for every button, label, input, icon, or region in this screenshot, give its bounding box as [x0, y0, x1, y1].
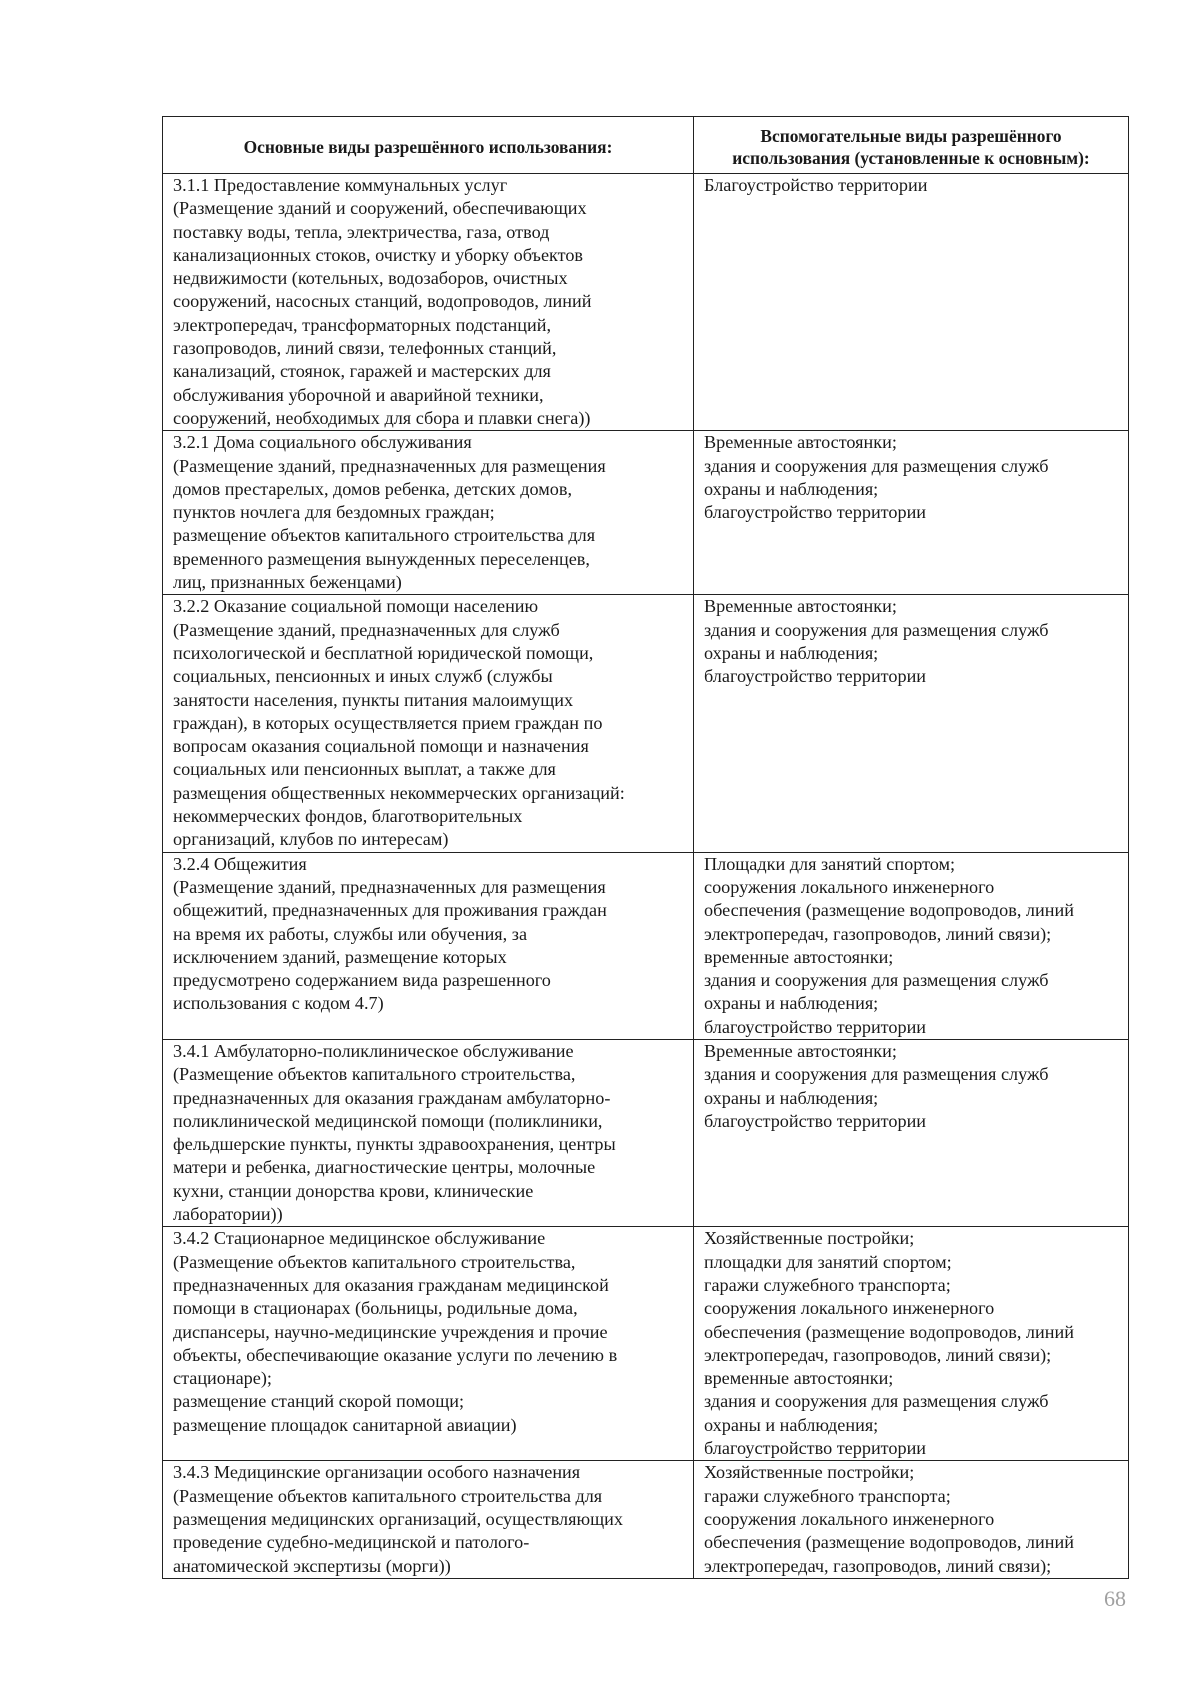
table-row	[163, 1227, 1129, 1461]
auxiliary-use-cell: Хозяйственные постройки; площадки для занятий спортом; гаражи служебного транспорта; сооружения локального инженерного обеспечения (размещение водопроводов, линий электропередач, газопроводов, линий связи); временные автостоянки; здания и сооружения для размещения служб охраны и наблюдения; благоустройство территории	[694, 1227, 1129, 1461]
table-row	[163, 174, 1129, 431]
main-use-cell: 3.4.3 Медицинские организации особого назначения (Размещение объектов капитального строительства для размещения медицинских организаций, осуществляющих проведение судебно-медицинской и патолого- анатомической экспертизы (морги))	[163, 1461, 694, 1578]
auxiliary-use-cell: Площадки для занятий спортом; сооружения локального инженерного обеспечения (размещение водопроводов, линий электропередач, газопроводов, линий связи); временные автостоянки; здания и сооружения для размещения служб охраны и наблюдения; благоустройство территории	[694, 852, 1129, 1039]
table-header-row	[163, 117, 1129, 174]
main-use-cell: 3.2.4 Общежития (Размещение зданий, предназначенных для размещения общежитий, предназначенных для проживания граждан на время их работы, службы или обучения, за исключением зданий, размещение которых предусмотрено содержанием вида разрешенного использования с кодом 4.7)	[163, 852, 694, 1039]
table-row	[163, 431, 1129, 595]
page-number: 68	[1104, 1586, 1126, 1611]
header-auxiliary-uses: Вспомогательные виды разрешённого использования (установленные к основным):	[694, 117, 1129, 174]
main-use-cell: 3.4.2 Стационарное медицинское обслуживание (Размещение объектов капитального строительства, предназначенных для оказания гражданам медицинской помощи в стационарах (больницы, родильные дома, диспансеры, научно-медицинские учреждения и прочие объекты, обеспечивающие оказание услуги по лечению в стационаре); размещение станций скорой помощи; размещение площадок санитарной авиации)	[163, 1227, 694, 1461]
main-use-cell: 3.2.2 Оказание социальной помощи населению (Размещение зданий, предназначенных для служб психологической и бесплатной юридической помощи, социальных, пенсионных и иных служб (службы занятости населения, пункты питания малоимущих граждан), в которых осуществляется прием граждан по вопросам оказания социальной помощи и назначения социальных или пенсионных выплат, а также для размещения общественных некоммерческих организаций: некоммерческих фондов, благотворительных организаций, клубов по интересам)	[163, 595, 694, 852]
table-row	[163, 1461, 1129, 1578]
land-use-table	[162, 116, 1129, 1579]
auxiliary-use-cell: Временные автостоянки; здания и сооружения для размещения служб охраны и наблюдения; благоустройство территории	[694, 1039, 1129, 1226]
main-use-cell: 3.4.1 Амбулаторно-поликлиническое обслуживание (Размещение объектов капитального строительства, предназначенных для оказания гражданам амбулаторно- поликлинической медицинской помощи (поликлиники, фельдшерские пункты, пункты здравоохранения, центры матери и ребенка, диагностические центры, молочные кухни, станции донорства крови, клинические лаборатории))	[163, 1039, 694, 1226]
auxiliary-use-cell: Хозяйственные постройки; гаражи служебного транспорта; сооружения локального инженерного обеспечения (размещение водопроводов, линий электропередач, газопроводов, линий связи);	[694, 1461, 1129, 1578]
main-use-cell: 3.1.1 Предоставление коммунальных услуг (Размещение зданий и сооружений, обеспечивающих поставку воды, тепла, электричества, газа, отвод канализационных стоков, очистку и уборку объектов недвижимости (котельных, водозаборов, очистных сооружений, насосных станций, водопроводов, линий электропередач, трансформаторных подстанций, газопроводов, линий связи, телефонных станций, канализаций, стоянок, гаражей и мастерских для обслуживания уборочной и аварийной техники, сооружений, необходимых для сбора и плавки снега))	[163, 174, 694, 431]
auxiliary-use-cell: Временные автостоянки; здания и сооружения для размещения служб охраны и наблюдения; благоустройство территории	[694, 431, 1129, 595]
main-use-cell: 3.2.1 Дома социального обслуживания (Размещение зданий, предназначенных для размещения домов престарелых, домов ребенка, детских домов, пунктов ночлега для бездомных граждан; размещение объектов капитального строительства для временного размещения вынужденных переселенцев, лиц, признанных беженцами)	[163, 431, 694, 595]
auxiliary-use-cell: Временные автостоянки; здания и сооружения для размещения служб охраны и наблюдения; благоустройство территории	[694, 595, 1129, 852]
table-row	[163, 1039, 1129, 1226]
header-main-uses: Основные виды разрешённого использования:	[163, 117, 694, 174]
auxiliary-use-cell: Благоустройство территории	[694, 174, 1129, 431]
table-row	[163, 595, 1129, 852]
table-row	[163, 852, 1129, 1039]
